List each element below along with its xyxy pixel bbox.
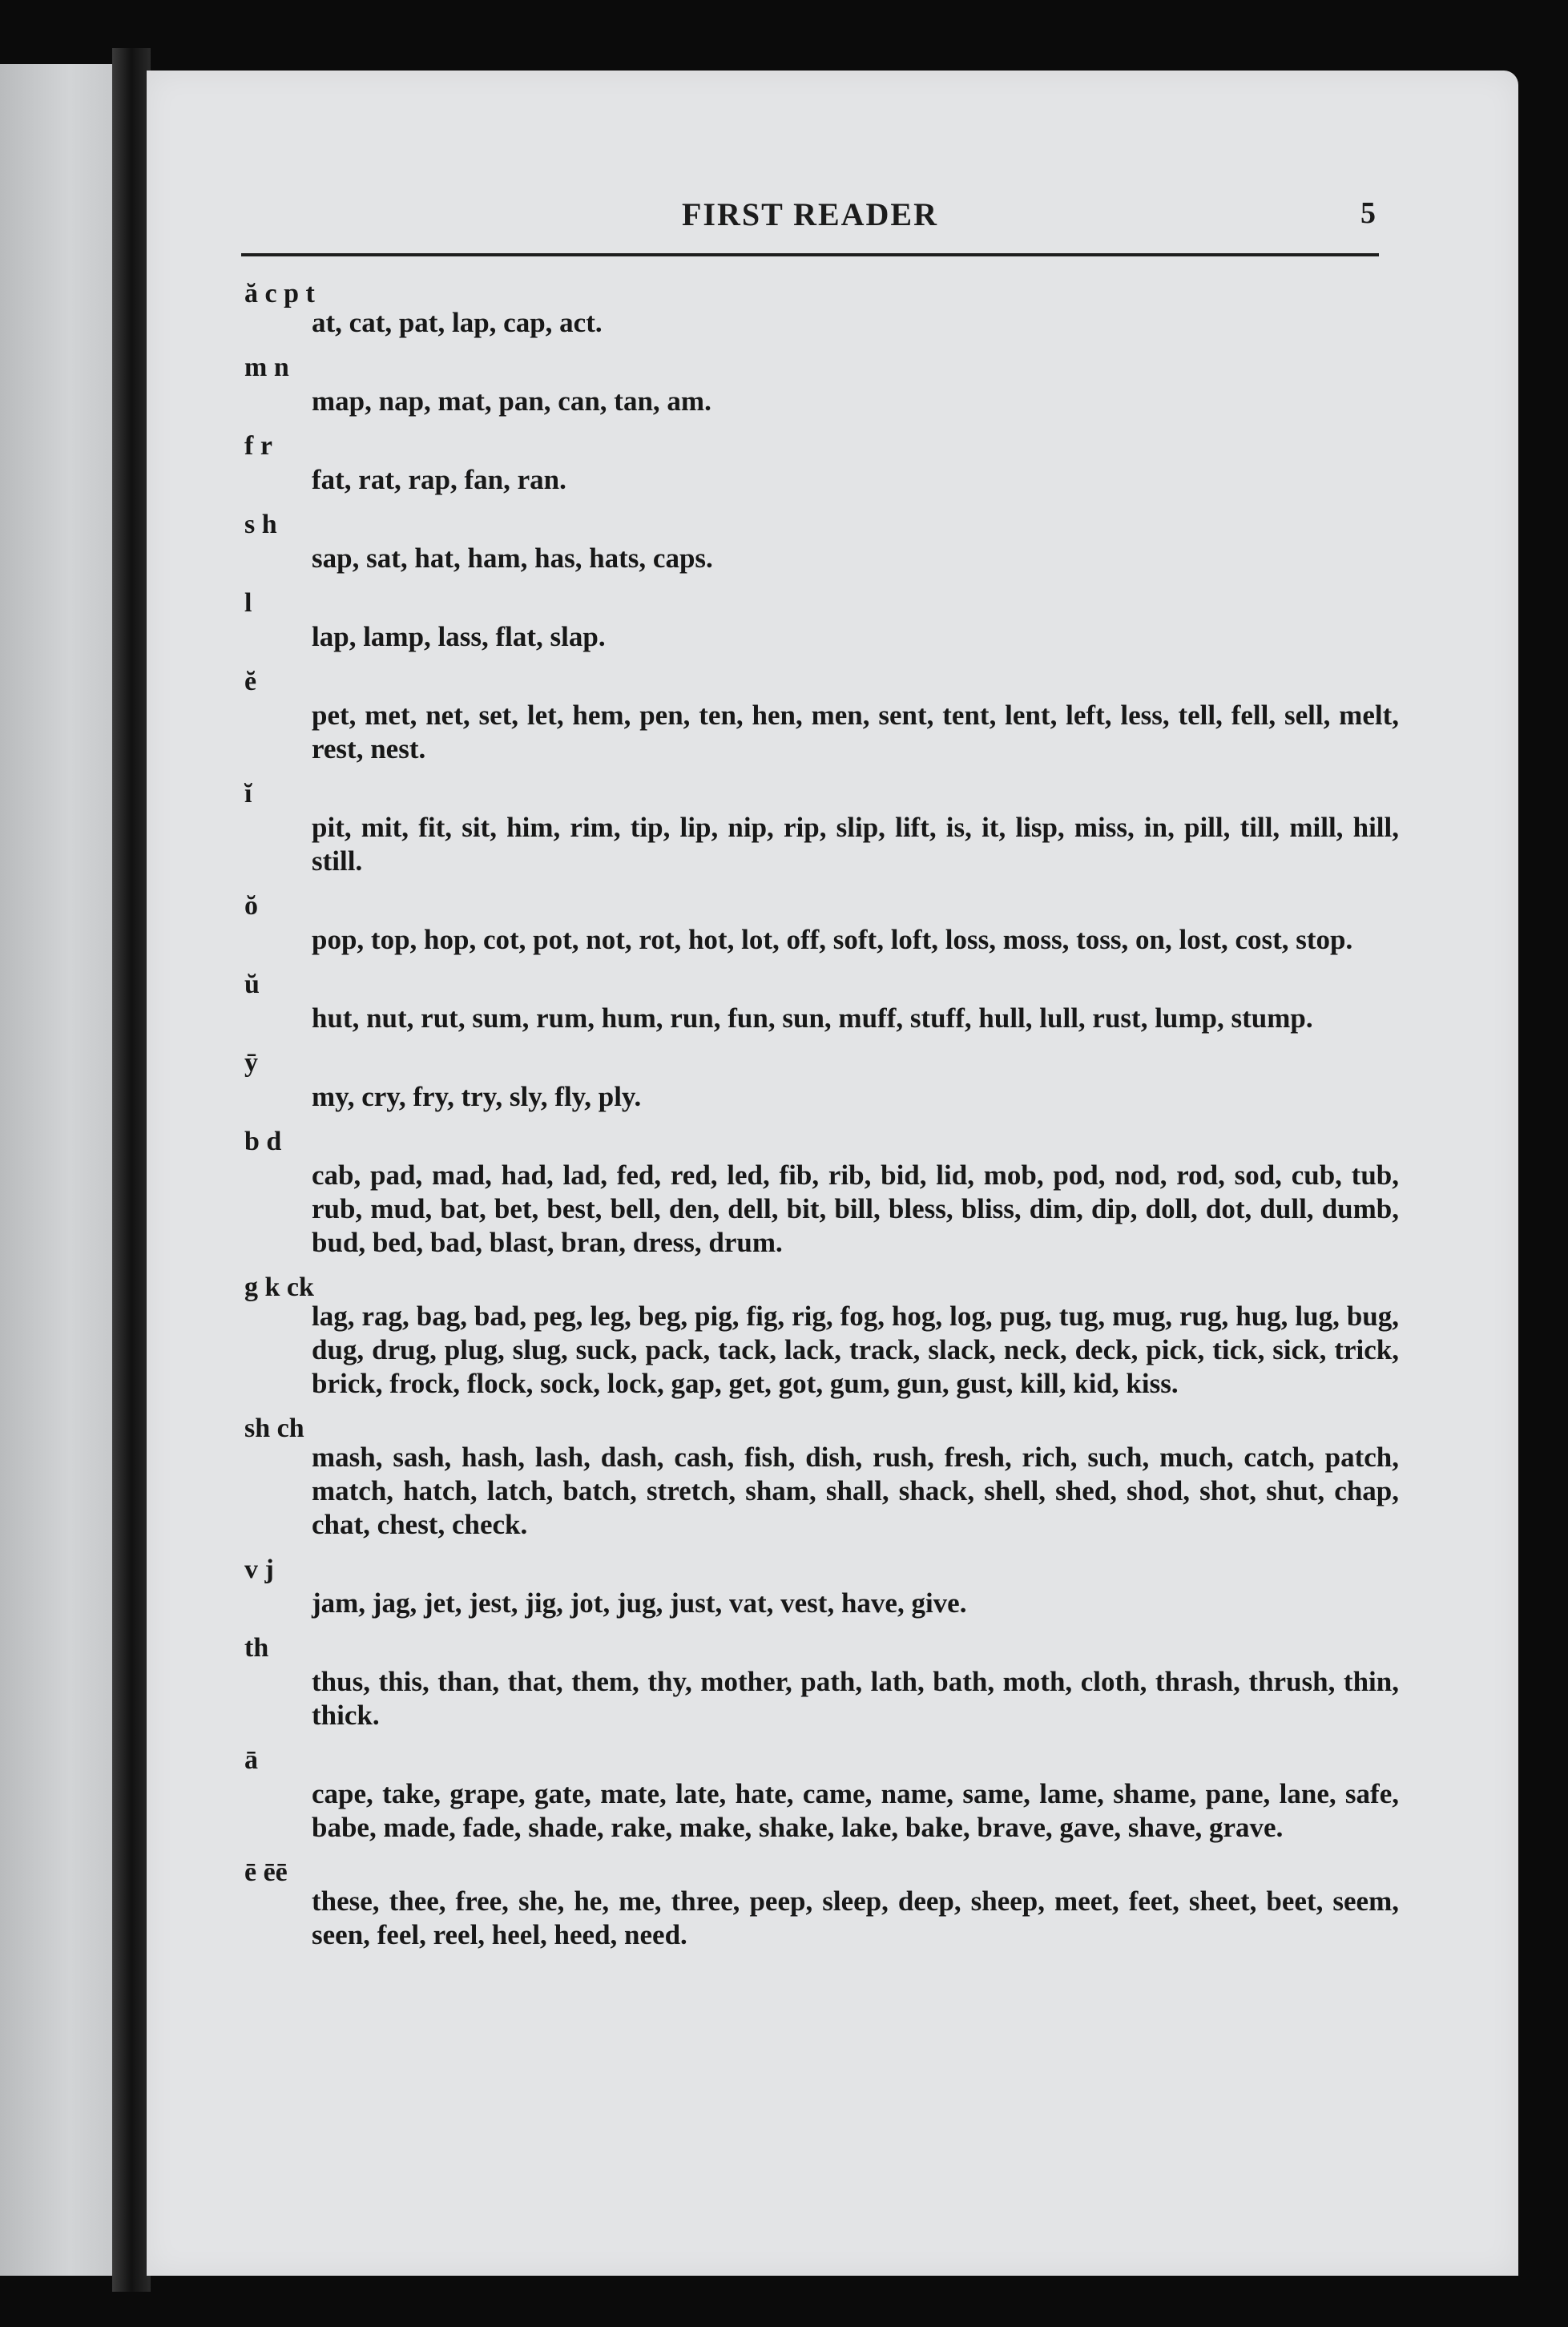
word-group [241,1553,1399,1620]
sound-label: ă c p t [244,279,315,309]
sound-label: m n [244,353,289,382]
word-group [241,889,1399,957]
word-list: mash, sash, hash, lash, dash, cash, fish, dish, rush, fresh, rich, such, much, catch, patch, match, hatch, latch, batch, stretch, sham, shall, shack, shell, shed, shod, shot, shut, chap, chat, chest, check. [312,1442,1399,1540]
word-list: pop, top, hop, cot, pot, not, rot, hot, lot, off, soft, loft, loss, moss, toss, on, lost, cost, stop. [312,924,1353,955]
header-title: FIRST READER [682,196,938,232]
sound-label: ā [244,1745,258,1775]
word-group [241,351,1399,418]
word-list: cape, take, grape, gate, mate, late, hate, came, name, same, lame, shame, pane, lane, safe, babe, made, fade, shade, rake, make, shake, lake, bake, brave, gave, shave, grave. [312,1778,1399,1843]
word-list: sap, sat, hat, ham, has, hats, caps. [312,542,713,574]
sound-label: ĭ [244,779,252,809]
sound-label: g k ck [244,1272,314,1302]
sound-label: ŏ [244,891,258,921]
phonics-word-list [241,277,1399,1963]
word-group [241,430,1399,497]
sound-label: ē ēē [244,1857,288,1887]
word-group [241,1125,1399,1260]
sound-label: ŭ [244,970,260,999]
previous-page-edge [0,64,116,2276]
word-list: lap, lamp, lass, flat, slap. [312,621,606,652]
word-list: fat, rat, rap, fan, ran. [312,464,566,495]
word-list: pit, mit, fit, sit, him, rim, tip, lip, nip, rip, slip, lift, is, it, lisp, miss, in, pill, till, mill, hill, still. [312,812,1399,877]
word-list: pet, met, net, set, let, hem, pen, ten, hen, men, sent, tent, lent, left, less, tell, fell, sell, melt, rest, nest. [312,700,1399,764]
word-group [241,508,1399,575]
word-list: jam, jag, jet, jest, jig, jot, jug, just, vat, vest, have, give. [312,1587,967,1619]
word-list: lag, rag, bag, bad, peg, leg, beg, pig, fig, rig, fog, hog, log, pug, tug, mug, rug, hug, lug, bug, dug, drug, plug, slug, suck, pack, tack, lack, track, slack, neck, deck, pick, tick, sick, trick, brick, frock, flock, sock, lock, gap, get, got, gum, gun, gust, kill, kid, kiss. [312,1301,1399,1399]
page-number: 5 [1360,196,1376,230]
word-group [241,1047,1399,1114]
word-list: these, thee, free, she, he, me, three, peep, sleep, deep, sheep, meet, feet, sheet, beet, seem, seen, feel, reel, heel, heed, need. [312,1885,1399,1950]
sound-label: b d [244,1127,282,1156]
sound-label: ȳ [244,1048,258,1078]
book-spine [112,48,151,2292]
word-group [241,587,1399,654]
sound-label: f r [244,431,272,461]
word-group [241,1744,1399,1845]
word-group [241,1856,1399,1952]
sound-label: th [244,1633,269,1663]
word-group [241,777,1399,878]
word-list: map, nap, mat, pan, can, tan, am. [312,385,711,417]
sound-label: ĕ [244,667,257,696]
sound-label: s h [244,510,277,539]
word-group [241,1271,1399,1401]
word-group [241,665,1399,766]
sound-label: l [244,588,252,618]
word-group [241,277,1399,340]
word-group [241,1631,1399,1732]
word-list: hut, nut, rut, sum, rum, hum, run, fun, sun, muff, stuff, hull, lull, rust, lump, stump. [312,1002,1313,1034]
word-list: at, cat, pat, lap, cap, act. [312,307,603,338]
word-list: thus, this, than, that, them, thy, mother, path, lath, bath, moth, cloth, thrash, thrush, thin, thick. [312,1666,1399,1731]
word-list: cab, pad, mad, had, lad, fed, red, led, fib, rib, bid, lid, mob, pod, nod, rod, sod, cub, tub, rub, mud, bat, bet, best, bell, den, dell, bit, bill, bless, bliss, dim, dip, doll, dot, dull, dumb, bud, bed, bad, blast, bran, dress, drum. [312,1159,1399,1258]
word-group [241,968,1399,1035]
running-header [241,189,1379,256]
word-list: my, cry, fry, try, sly, fly, ply. [312,1081,642,1112]
sound-label: sh ch [244,1414,304,1443]
book-page [147,71,1518,2276]
sound-label: v j [244,1555,274,1584]
word-group [241,1412,1399,1542]
